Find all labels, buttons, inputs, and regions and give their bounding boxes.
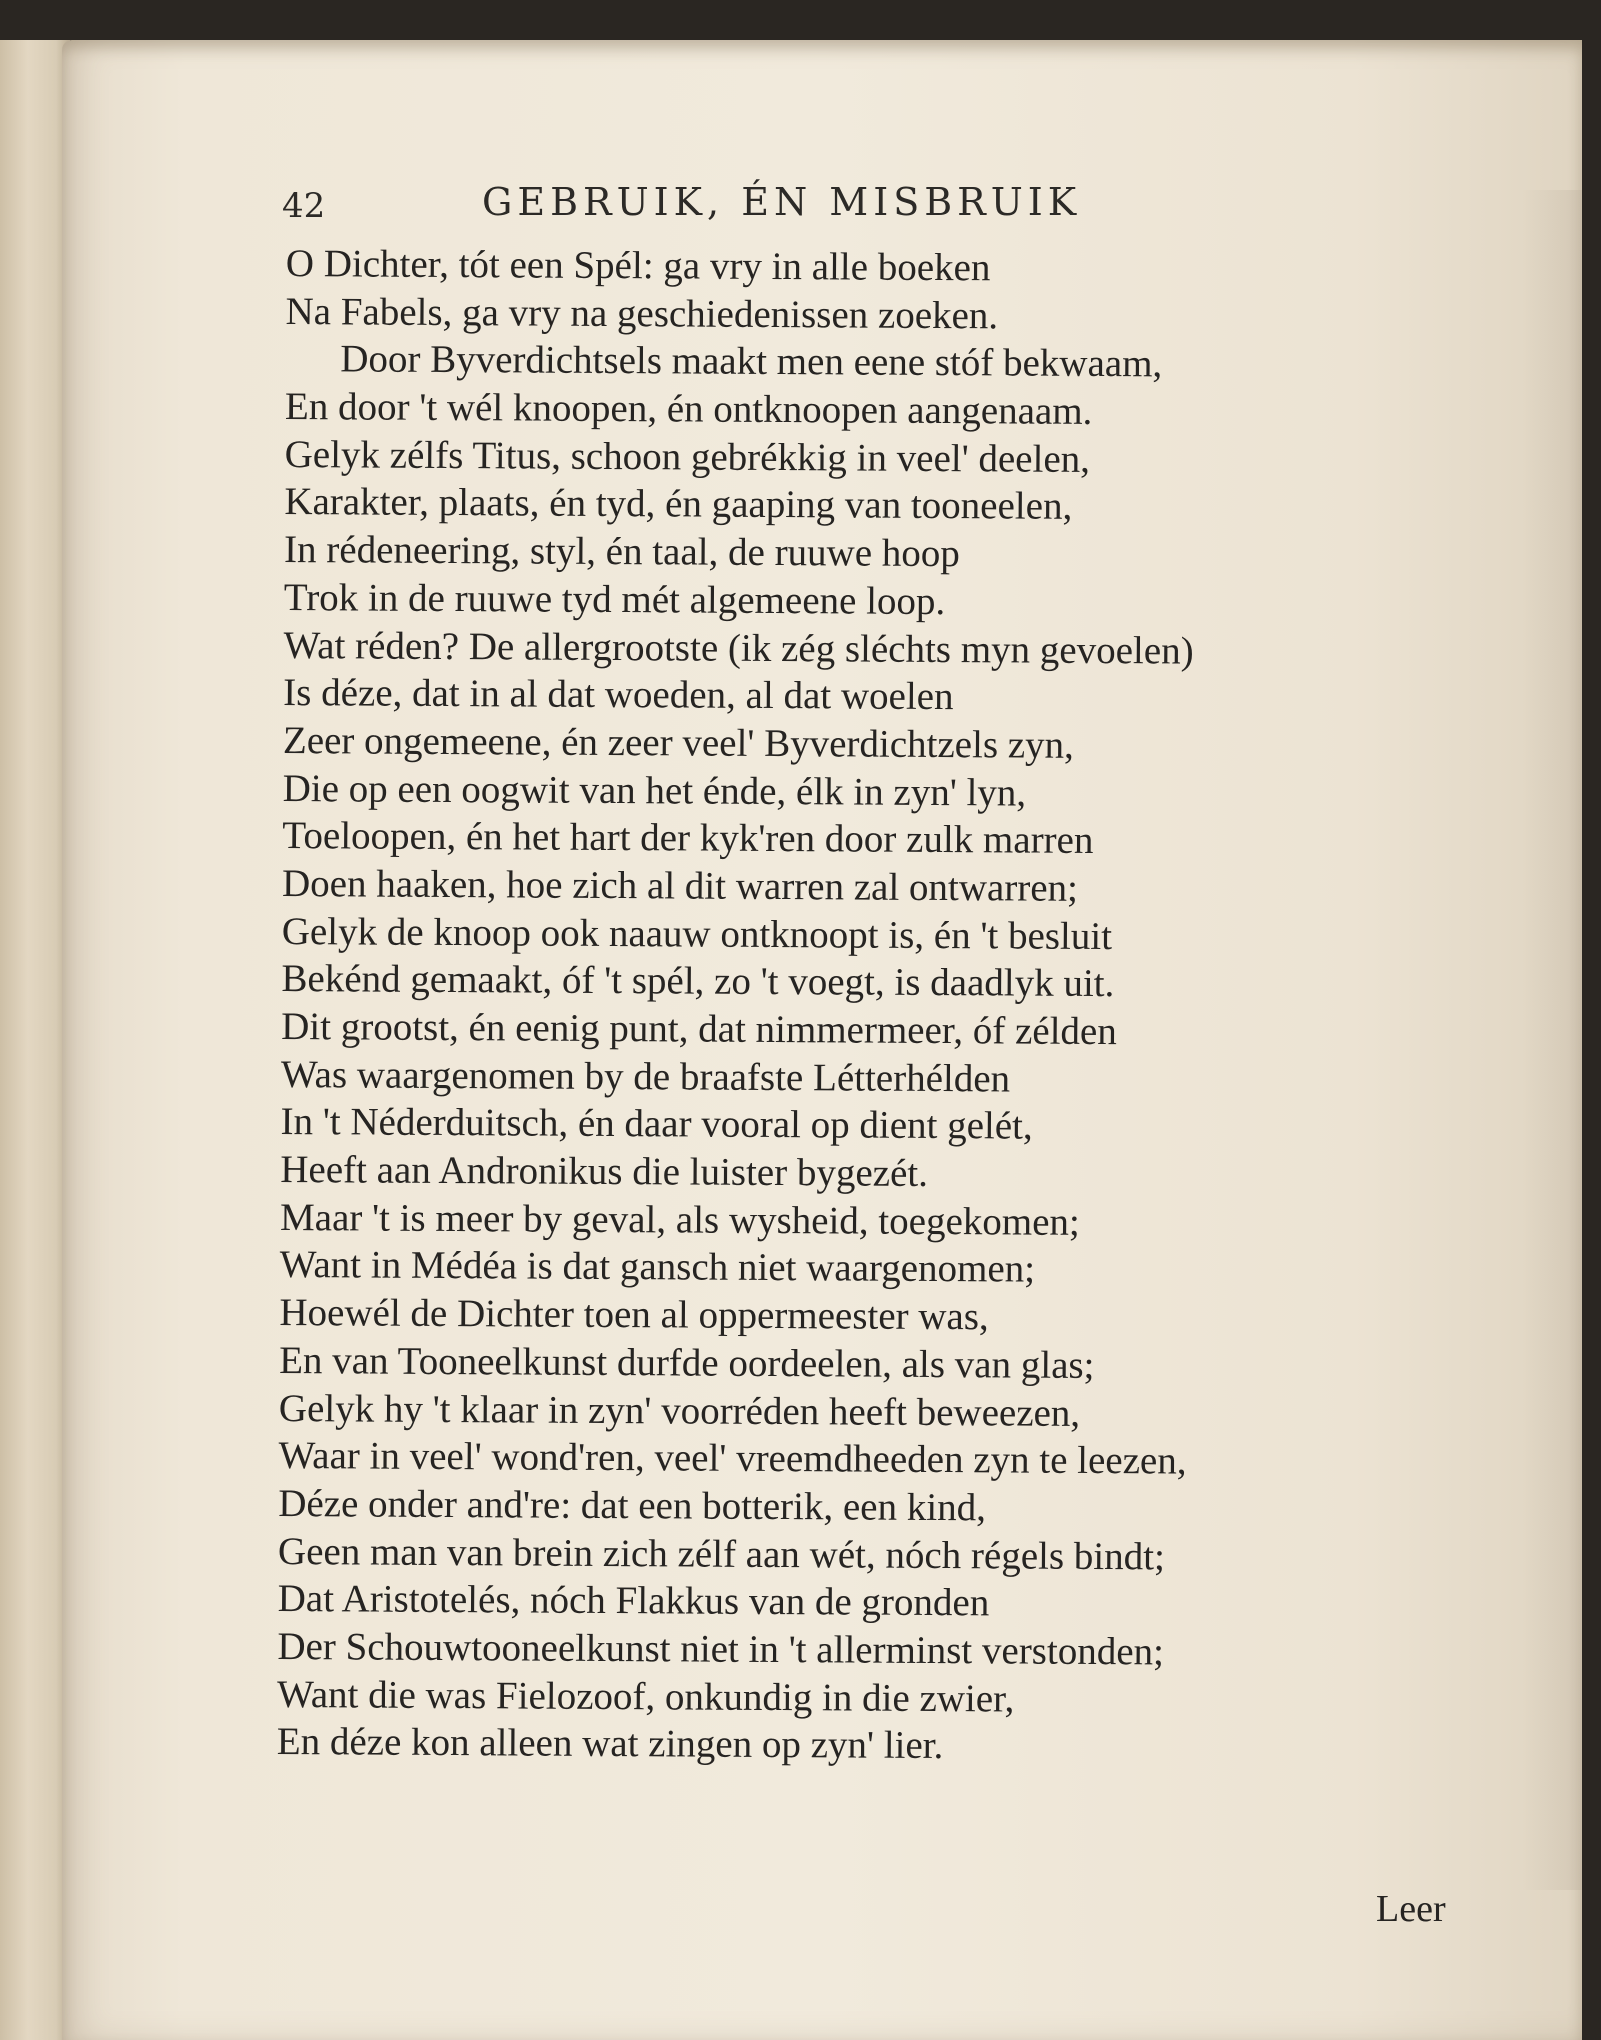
verse-line: O Dichter, tót een Spél: ga vry in alle boeken — [285, 241, 991, 290]
verse-line: Karakter, plaats, én tyd, én gaaping van tooneelen, — [284, 480, 1073, 529]
verse-line: Bekénd gemaakt, óf 't spél, zo 't voegt, is daadlyk uit. — [281, 957, 1115, 1006]
verse-line: En van Tooneelkunst durfde oordeelen, als van glas; — [279, 1338, 1095, 1387]
page-header — [282, 180, 1332, 240]
verse-line: Maar 't is meer by geval, als wysheid, toegekomen; — [279, 1195, 1080, 1244]
verse-line: Want die was Fielozoof, onkundig in die zwier, — [276, 1672, 1015, 1721]
verse-line: Gelyk zélfs Titus, schoon gebrékkig in veel' deelen, — [284, 432, 1091, 481]
verse-line: Die op een oogwit van het énde, élk in zyn' lyn, — [282, 766, 1027, 815]
verse-line: Zeer ongemeene, én zeer veel' Byverdichtzels zyn, — [282, 718, 1075, 767]
verse-line: Is déze, dat in al dat woeden, al dat woelen — [283, 671, 954, 719]
verse-line: Dat Aristotelés, nóch Flakkus van de gronden — [277, 1577, 990, 1625]
running-head: GEBRUIK, ÉN MISBRUIK — [482, 180, 1082, 224]
verse-line: In 't Néderduitsch, én daar vooral op dient gelét, — [280, 1100, 1033, 1148]
verse-line: Hoewél de Dichter toen al oppermeester was, — [279, 1291, 989, 1339]
verse-line: Waar in veel' wond'ren, veel' vreemdheeden zyn te leezen, — [278, 1434, 1187, 1483]
verse-line: Heeft aan Andronikus die luister bygezét. — [280, 1148, 929, 1196]
verse-line: Was waargenomen by de braafste Létterhélden — [280, 1052, 1011, 1101]
verse-line: Want in Médéa is dat gansch niet waargenomen; — [279, 1243, 1036, 1292]
verse-line: Trok in de ruuwe tyd mét algemeene loop. — [283, 575, 946, 623]
verse-line: Der Schouwtooneelkunst niet in 't allerminst verstonden; — [277, 1624, 1165, 1674]
verse-line: Doen haaken, hoe zich al dit warren zal ontwarren; — [281, 861, 1079, 910]
verse-line: Dit grootst, én eenig punt, dat nimmermeer, óf zélden — [281, 1004, 1117, 1054]
verse-line: Toeloopen, én het hart der kyk'ren door zulk marren — [282, 814, 1094, 863]
catchword: Leer — [1376, 1888, 1446, 1930]
verse-line: Geen man van brein zich zélf aan wét, nóch régels bindt; — [277, 1529, 1165, 1578]
verse-line: Wat réden? De allergrootste (ik zég sléchts myn gevoelen) — [283, 623, 1194, 673]
page-number: 42 — [282, 186, 326, 226]
verse-line: Déze onder and're: dat een botterik, een kind, — [278, 1481, 987, 1530]
verse-line: En door 't wél knoopen, én ontknoopen aangenaam. — [284, 385, 1093, 433]
left-page-edge — [0, 40, 70, 2040]
verse-line: Na Fabels, ga vry na geschiedenissen zoeken. — [285, 289, 999, 338]
verse-line: Door Byverdichtsels maakt men eene stóf bekwaam, — [340, 337, 1163, 386]
show-through-shadow — [1522, 190, 1582, 1890]
verse-line: Gelyk de knoop ook naauw ontknoopt is, én 't besluit — [281, 909, 1113, 958]
verse-line: Gelyk hy 't klaar in zyn' voorréden heeft beweezen, — [278, 1386, 1081, 1435]
verse-line: In rédeneering, styl, én taal, de ruuwe hoop — [283, 528, 960, 576]
verse-block — [277, 240, 1476, 1773]
verse-line: En déze kon alleen wat zingen op zyn' lier. — [276, 1720, 944, 1768]
